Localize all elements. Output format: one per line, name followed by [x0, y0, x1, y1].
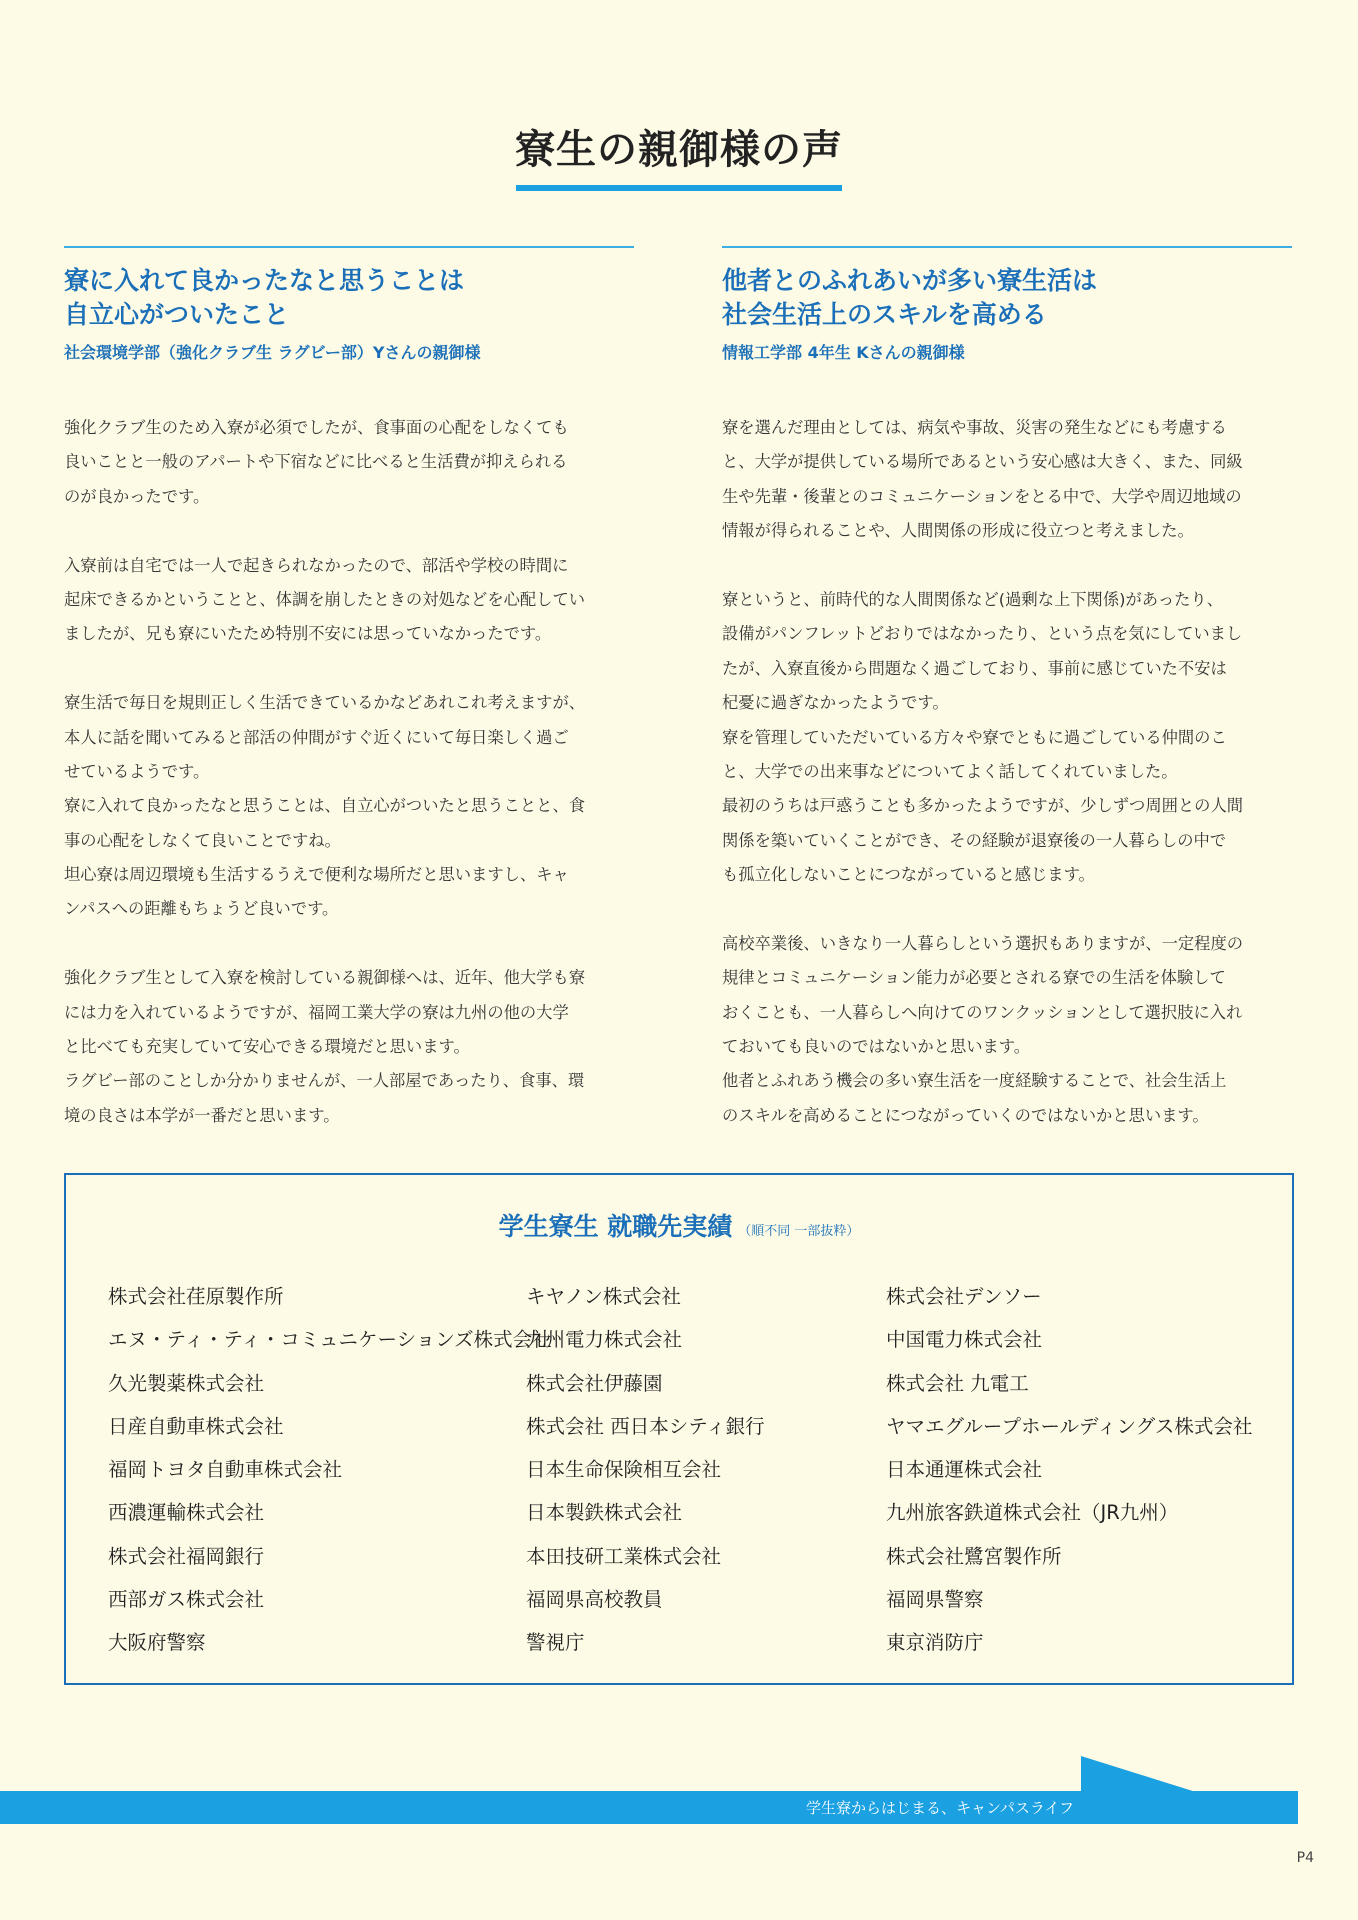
body-line: 起床できるかということと、体調を崩したときの対処などを心配してい: [64, 589, 586, 609]
body-line: 強化クラブ生のため入寮が必須でしたが、食事面の心配をしなくても: [64, 418, 569, 437]
body-line: 坦心寮は周辺環境も生活するうえで便利な場所だと思いますし、キャ: [64, 865, 569, 885]
section-rule: [64, 246, 634, 248]
right-heading-line2: 社会生活上のスキルを高める: [722, 300, 1047, 329]
body-line: ンパスへの距離もちょうど良いです。: [64, 899, 339, 919]
section-rule: [722, 246, 1292, 248]
body-line: 寮を管理していただいている方々や寮でともに過ごしている仲間のこ: [722, 727, 1227, 747]
left-heading-line1: 寮に入れて良かったなと思うことは: [64, 266, 465, 295]
body-line: ましたが、兄も寮にいたため特別不安には思っていなかったです。: [64, 624, 552, 644]
company-name: 大阪府警察: [108, 1631, 206, 1655]
company-name: 福岡トヨタ自動車株式会社: [108, 1458, 343, 1482]
body-line: ラグビー部のことしか分かりませんが、一人部屋であったり、食事、環: [64, 1071, 585, 1091]
company-name: エヌ・ティ・ティ・コミュニケーションズ株式会社: [108, 1328, 552, 1352]
employment-box: [64, 1173, 1294, 1685]
employment-title: [66, 1207, 1292, 1243]
company-name: 日産自動車株式会社: [108, 1414, 284, 1438]
left-author: 社会環境学部（強化クラブ生 ラグビー部）Yさんの親御様: [64, 343, 481, 362]
right-testimonial: [722, 246, 1292, 1125]
company-name: キヤノン株式会社: [526, 1285, 681, 1308]
body-line: 生や先輩・後輩とのコミュニケーションをとる中で、大学や周辺地域の: [722, 486, 1242, 506]
company-name: 西濃運輸株式会社: [108, 1501, 265, 1525]
body-line: 他者とふれあう機会の多い寮生活を一度経験することで、社会生活上: [722, 1071, 1227, 1091]
body-line: 最初のうちは戸惑うことも多かったようですが、少しずつ周囲との人間: [722, 796, 1244, 816]
company-name: 西部ガス株式会社: [108, 1588, 265, 1612]
body-line: 設備がパンフレットどおりではなかったり、という点を気にしていまし: [722, 624, 1243, 644]
right-heading-line1: 他者とのふれあいが多い寮生活は: [722, 266, 1098, 295]
company-name: 中国電力株式会社: [886, 1328, 1043, 1352]
footer-band: [0, 1791, 1298, 1824]
company-name: 株式会社荏原製作所: [108, 1285, 284, 1308]
body-line: 寮を選んだ理由としては、病気や事故、災害の発生などにも考慮する: [722, 418, 1227, 437]
body-line: ておいても良いのではないかと思います。: [722, 1037, 1031, 1057]
left-heading-line2: 自立心がついたこと: [64, 300, 290, 329]
body-line: 高校卒業後、いきなり一人暮らしという選択もありますが、一定程度の: [722, 933, 1244, 953]
paragraph-gap: [64, 652, 644, 686]
company-name: 東京消防庁: [886, 1631, 984, 1655]
right-body: [722, 411, 1302, 1133]
company-name: 九州電力株式会社: [526, 1328, 683, 1352]
body-line: 杞憂に過ぎなかったようです。: [722, 693, 949, 713]
company-name: 福岡県高校教員: [526, 1588, 663, 1612]
paragraph-gap: [64, 927, 644, 961]
company-column-1: [108, 1275, 552, 1665]
company-column-2: [526, 1275, 765, 1665]
left-heading: [64, 264, 634, 332]
company-name: 株式会社鷺宮製作所: [886, 1544, 1062, 1568]
body-line: も孤立化しないことにつながっていると感じます。: [722, 865, 1095, 885]
company-name: 久光製薬株式会社: [108, 1371, 265, 1395]
body-line: には力を入れているようですが、福岡工業大学の寮は九州の他の大学: [64, 1002, 569, 1022]
employment-note: （順不同 一部抜粋）: [738, 1224, 860, 1239]
title-underline: [516, 185, 842, 191]
body-line: 規律とコミュニケーション能力が必要とされる寮での生活を体験して: [722, 968, 1226, 988]
company-name: 日本通運株式会社: [886, 1458, 1043, 1482]
body-line: 本人に話を聞いてみると部活の仲間がすぐ近くにいて毎日楽しく過ご: [64, 727, 569, 747]
body-line: 強化クラブ生として入寮を検討している親御様へは、近年、他大学も寮: [64, 968, 586, 988]
right-heading: [722, 264, 1292, 332]
company-name: 警視庁: [526, 1631, 585, 1655]
employment-title-text: 学生寮生 就職先実績: [498, 1212, 733, 1241]
body-line: と、大学が提供している場所であるという安心感は大きく、また、同級: [722, 452, 1243, 472]
company-name: 日本生命保険相互会社: [526, 1458, 722, 1482]
company-column-3: [886, 1275, 1252, 1665]
company-name: ヤマエグループホールディングス株式会社: [886, 1414, 1253, 1438]
company-name: 株式会社 九電工: [886, 1371, 1029, 1395]
company-name: 福岡県警察: [886, 1588, 984, 1612]
body-line: おくことも、一人暮らしへ向けてのワンクッションとして選択肢に入れ: [722, 1002, 1243, 1022]
right-author: 情報工学部 4年生 Kさんの親御様: [722, 343, 965, 362]
footer-tagline: 学生寮からはじまる、キャンパスライフ: [805, 1799, 1075, 1817]
paragraph-gap: [64, 514, 644, 548]
body-line: 関係を築いていくことができ、その経験が退寮後の一人暮らしの中で: [722, 830, 1227, 850]
body-line: 事の心配をしなくて良いことですね。: [64, 830, 341, 850]
body-line: 境の良さは本学が一番だと思います。: [64, 1105, 340, 1125]
company-name: 株式会社伊藤園: [526, 1371, 663, 1395]
body-line: 寮生活で毎日を規則正しく生活できているかなどあれこれ考えますが、: [64, 693, 586, 713]
body-line: と比べても充実していて安心できる環境だと思います。: [64, 1037, 470, 1057]
body-line: 入寮前は自宅では一人で起きられなかったので、部活や学校の時間に: [64, 555, 569, 575]
company-name: 株式会社デンソー: [886, 1285, 1042, 1308]
body-line: と、大学での出来事などについてよく話してくれていました。: [722, 761, 1178, 781]
paragraph-gap: [722, 892, 1302, 926]
company-name: 日本製鉄株式会社: [526, 1501, 683, 1525]
company-name: 九州旅客鉄道株式会社（JR九州）: [886, 1501, 1179, 1525]
left-body: [64, 411, 644, 1133]
page-number: P4: [1296, 1850, 1314, 1866]
company-name: 株式会社 西日本シティ銀行: [526, 1414, 765, 1438]
company-name: 本田技研工業株式会社: [526, 1544, 722, 1568]
page-title: 寮生の親御様の声: [515, 127, 843, 173]
body-line: 情報が得られることや、人間関係の形成に役立つと考えました。: [722, 521, 1194, 541]
body-line: 寮に入れて良かったなと思うことは、自立心がついたと思うことと、食: [64, 796, 586, 816]
body-line: のが良かったです。: [64, 486, 210, 506]
company-name: 株式会社福岡銀行: [108, 1544, 265, 1568]
body-line: 良いことと一般のアパートや下宿などに比べると生活費が抑えられる: [64, 452, 568, 472]
paragraph-gap: [722, 549, 1302, 583]
left-testimonial: [64, 246, 634, 1125]
body-line: たが、入寮直後から問題なく過ごしており、事前に感じていた不安は: [722, 658, 1227, 678]
body-line: 寮というと、前時代的な人間関係など(過剰な上下関係)があったり、: [722, 589, 1223, 609]
body-line: せているようです。: [64, 761, 210, 781]
body-line: のスキルを高めることにつながっていくのではないかと思います。: [722, 1105, 1209, 1125]
